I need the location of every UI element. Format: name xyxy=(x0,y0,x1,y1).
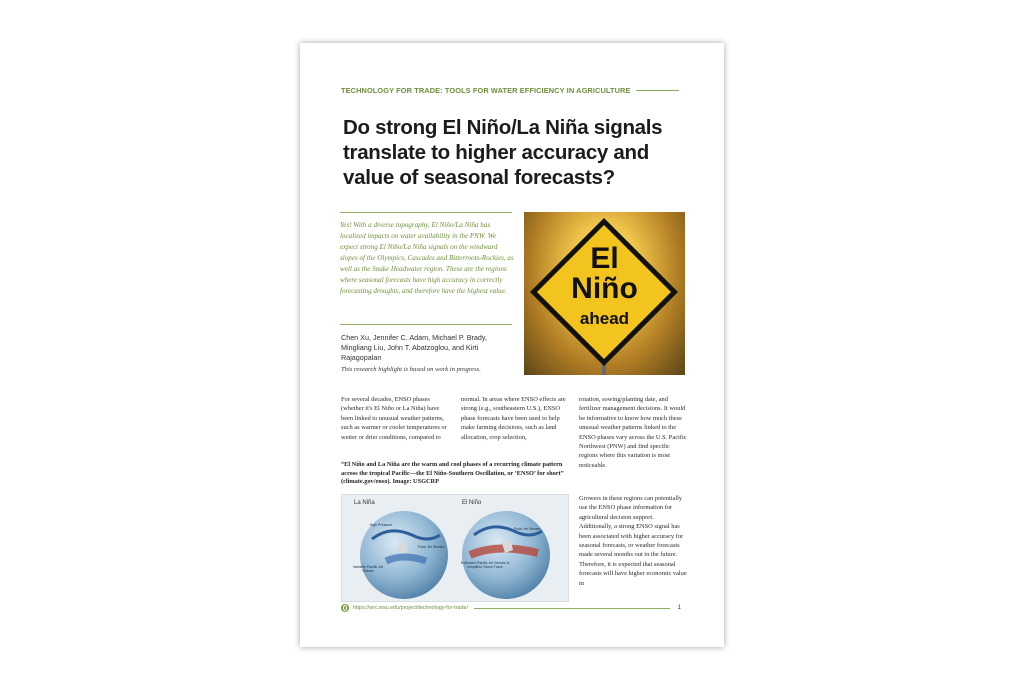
abstract-top-rule xyxy=(340,212,512,213)
footer-rule xyxy=(474,608,670,609)
el-nino-sign-image xyxy=(524,212,685,375)
label-high-pressure: High Pressure xyxy=(369,523,393,527)
figure-title-la-nina: La Niña xyxy=(354,500,375,506)
label-variable-jet: Variable Pacific Jet Stream xyxy=(352,565,384,574)
page-number: 1 xyxy=(677,605,681,611)
abstract: Yes! With a diverse topography, El Niño/La Niña has localized impacts on water availability in the PNW. We expect strong El Niño/La Niña signals on the windward slopes of the Olympics, Cascades and Bitterroots-Rockies, as well as the Snake Headwater region. These are the regions where seasonal forecasts have high accuracy in correctly forecasting droughts, and therefore have the highest value. xyxy=(340,221,514,295)
sign-text-el: El xyxy=(590,242,619,275)
progress-note: This research highlight is based on work in progress. xyxy=(341,366,481,373)
body-column-3: rotation, sowing/planting date, and fertilizer management decisions. It would be informative to know how much these unusual weather patterns linked to the ENSO phases vary across the U.S. Pacific Northwest (PNW) and find specific regions where this variation is most noticeable. xyxy=(579,396,687,469)
page-footer xyxy=(341,604,681,612)
enso-figure xyxy=(341,494,569,602)
footer-url[interactable]: https://wrc.wsu.edu/project/technology-for-trade/ xyxy=(353,605,469,611)
body-column-1: For several decades, ENSO phases (whether it's El Niño or La Niña) have been linked to unusual weather patterns, such as warmer or cooler temperatures or wetter or drier conditions, compared to xyxy=(341,396,447,441)
authors: Chen Xu, Jennifer C. Adam, Michael P. Brady, Mingliang Liu, John T. Abatzoglou, and Kirti Rajagopalan xyxy=(341,333,487,362)
label-extended-jet: Extended Pacific Jet Stream & Amplified Storm Track xyxy=(460,561,510,570)
document-page xyxy=(300,43,724,647)
enso-globes-graphic xyxy=(342,495,568,601)
series-rule xyxy=(636,90,679,91)
body-column-3b: Growers in these regions can potentially use the ENSO phase information for agricultural decision support. Additionally, a strong ENSO signal has been associated with higher accuracy for seasonal forecasts, or weather forecasts made several months out in the future. Therefore, it is expected that seasonal forecasts will have higher economic value in xyxy=(579,495,687,587)
abstract-bottom-rule xyxy=(340,324,512,325)
figure-caption: “El Niño and La Niña are the warm and cool phases of a recurring climate pattern across the tropical Pacific—the El Niño-Southern Oscillation, or ‘ENSO’ for short” (climate.gov/enso). Image: USGCRP xyxy=(341,461,564,486)
sign-text-ahead: ahead xyxy=(579,309,630,328)
article-title: Do strong El Niño/La Niña signals translate to higher accuracy and value of seasonal forecasts? xyxy=(343,116,663,189)
series-title: TECHNOLOGY FOR TRADE: TOOLS FOR WATER EFFICIENCY IN AGRICULTURE xyxy=(341,86,631,95)
globe-icon xyxy=(341,604,349,612)
series-header xyxy=(341,86,679,95)
label-polar-jet-el-nino: Polar Jet Stream xyxy=(513,527,541,531)
body-column-2: normal. In areas where ENSO effects are strong (e.g., southeastern U.S.), ENSO phase forecasts have been used to help make farming decisions, such as land allocation, crop selection, xyxy=(461,396,566,441)
figure-title-el-nino: El Niño xyxy=(462,500,482,506)
sign-text-nino: Niño xyxy=(571,272,638,305)
label-polar-jet-la-nina: Polar Jet Stream xyxy=(417,545,445,549)
